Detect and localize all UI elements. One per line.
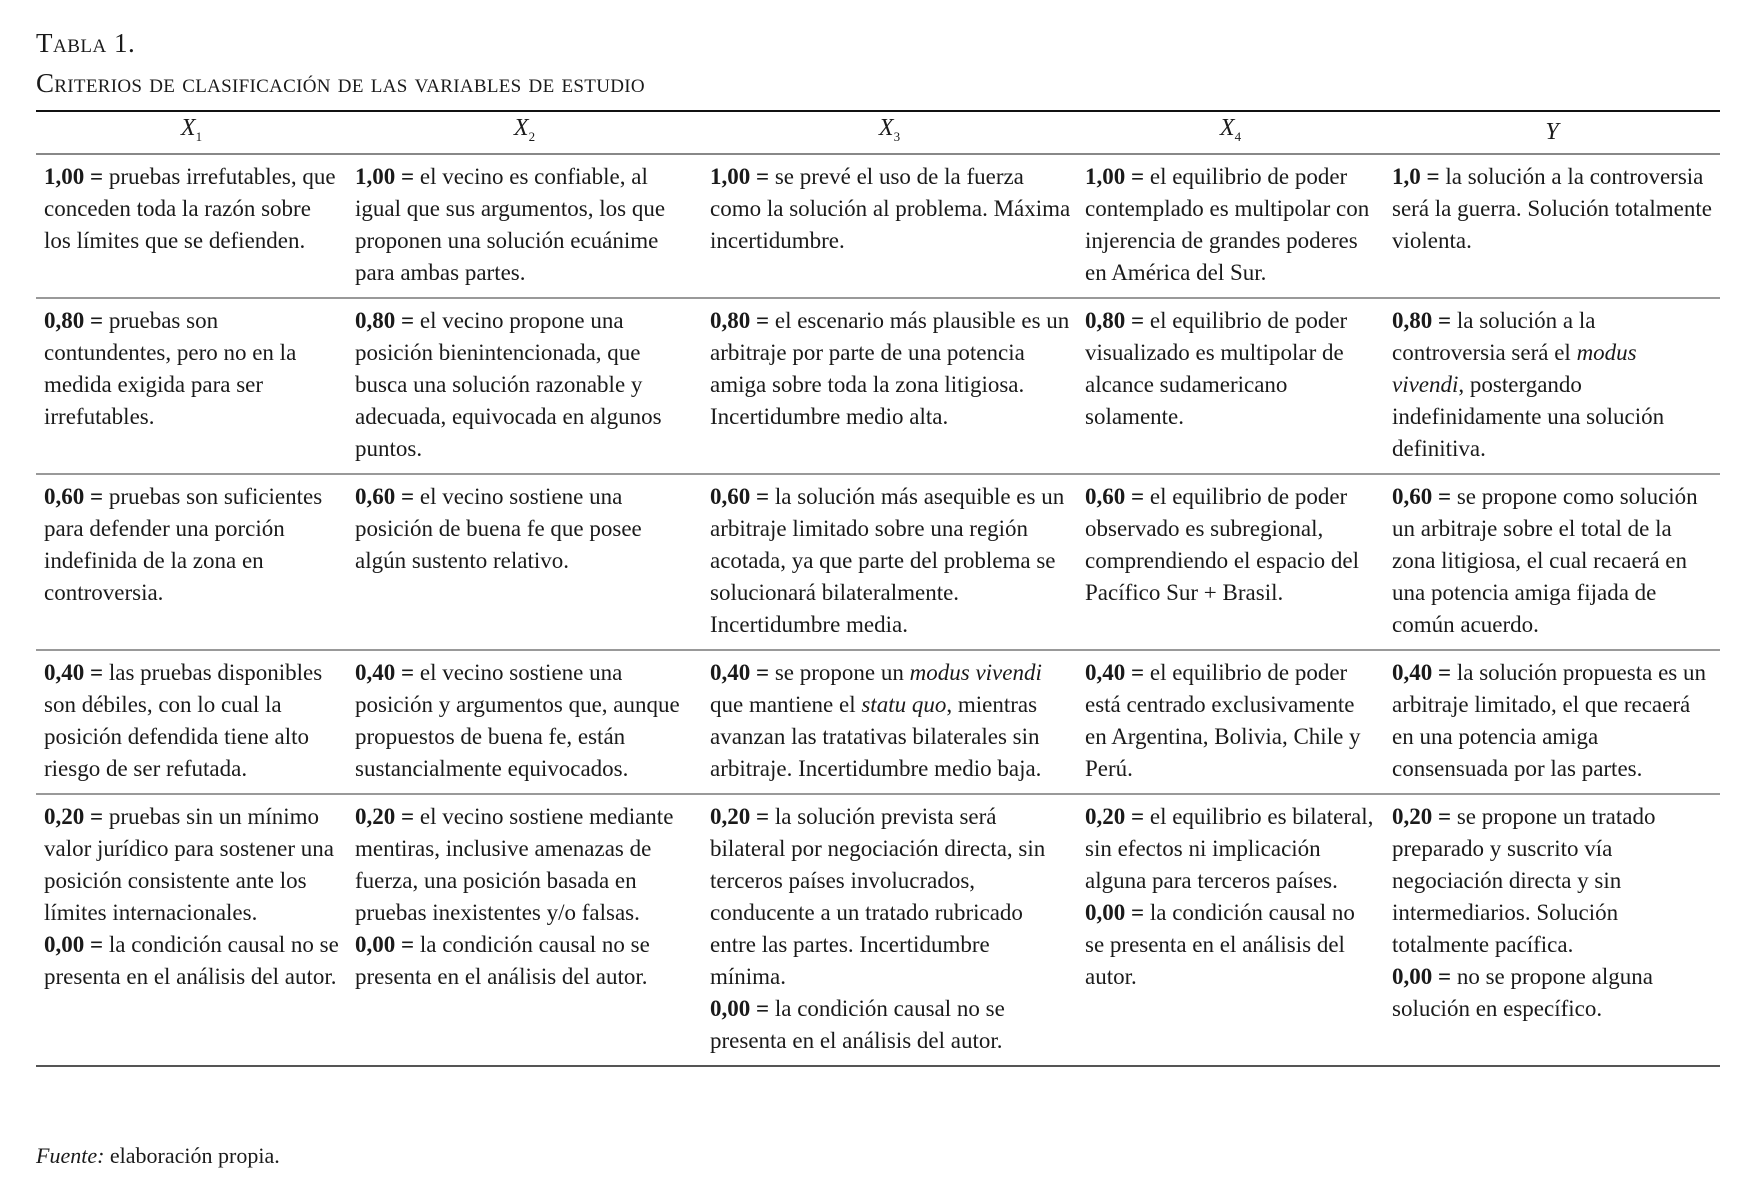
criterion-text: la condición causal no se presenta en el análisis del autor. [1085,899,1355,989]
column-header-y [1384,111,1720,154]
table-header [36,111,1720,154]
table-cell [1384,650,1720,794]
column-header-x4 [1077,111,1384,154]
table-body [36,154,1720,1066]
italic-term: modus vivendi [1392,339,1637,397]
criterion-text: el equilibrio es bilateral, sin efectos ni implicación alguna para terceros países. [1085,803,1374,893]
score-value: 0,40 = [355,659,415,685]
score-value: 1,00 = [44,163,104,189]
criterion-text: el vecino es confiable, al igual que sus argumentos, los que proponen una solución ecuánime para ambas partes. [355,163,666,285]
score-value: 0,80 = [355,307,415,333]
criterion-text: pruebas son contundentes, pero no en la medida exigida para ser irrefutables. [44,307,297,429]
table-caption-title: Criterios de clasificación de las variables de estudio [36,68,645,98]
table-cell [1077,474,1384,650]
table-cell [347,298,702,474]
criterion-text: la condición causal no se presenta en el análisis del autor. [710,995,1005,1053]
table-caption-label: Tabla 1. [36,28,136,58]
score-value: 0,80 = [1085,307,1145,333]
criterion-text: que mantiene el [710,691,862,717]
criterion-text: el vecino sostiene una posición y argumentos que, aunque propuestos de buena fe, están sustancialmente equivocados. [355,659,680,781]
criterion-entry [355,929,696,993]
table-cell [347,154,702,298]
criterion-entry [355,657,696,785]
criterion-entry [710,481,1071,641]
criterion-entry [1392,657,1714,785]
score-value: 0,20 = [1392,803,1452,829]
criterion-text: pruebas son suficientes para defender una porción indefinida de la zona en controversia. [44,483,323,605]
score-value: 0,20 = [710,803,770,829]
score-value: 0,20 = [355,803,415,829]
criterion-text: la solución más asequible es un arbitraje limitado sobre una región acotada, ya que parte del problema se solucionará bilateralmente. Incertidumbre media. [710,483,1065,637]
criterion-entry [1392,161,1714,257]
score-value: 0,00 = [1392,963,1452,989]
criterion-entry [44,929,341,993]
criterion-text: la condición causal no se presenta en el análisis del autor. [355,931,650,989]
criterion-entry [355,481,696,577]
score-value: 0,40 = [1085,659,1145,685]
table-cell [36,154,347,298]
score-value: 0,20 = [44,803,104,829]
column-header-x3 [702,111,1077,154]
score-value: 0,60 = [710,483,770,509]
table-cell [1077,794,1384,1066]
criterion-entry [710,657,1071,785]
criterion-entry [1085,897,1378,993]
criterion-entry [44,305,341,433]
score-value: 0,40 = [710,659,770,685]
italic-term: modus vivendi [909,659,1042,685]
table-cell [347,650,702,794]
header-row [36,111,1720,154]
column-header-x2 [347,111,702,154]
criterion-entry [1392,305,1714,465]
score-value: 0,00 = [355,931,415,957]
score-value: 0,80 = [44,307,104,333]
table-cell [1384,154,1720,298]
criterion-entry [355,161,696,289]
score-value: 0,00 = [710,995,770,1021]
criterion-entry [355,305,696,465]
variable-symbol: X [878,115,894,141]
criterion-entry [44,481,341,609]
table-cell [1077,154,1384,298]
variable-subscript: 3 [893,128,901,144]
criterion-entry [44,161,341,257]
score-value: 0,60 = [355,483,415,509]
criterion-entry [1392,481,1714,641]
table-row [36,298,1720,474]
table-cell [702,474,1077,650]
table-cell [1077,650,1384,794]
criterion-entry [1085,801,1378,897]
table-row [36,474,1720,650]
score-value: 1,00 = [1085,163,1145,189]
score-value: 1,00 = [355,163,415,189]
criterion-text: se propone como solución un arbitraje sobre el total de la zona litigiosa, el cual recaerá en una potencia amiga fijada de común acuerdo. [1392,483,1698,637]
source-label: Fuente: [36,1143,105,1168]
criterion-entry [44,657,341,785]
criterion-text: las pruebas disponibles son débiles, con lo cual la posición defendida tiene alto riesgo de ser refutada. [44,659,323,781]
criterion-text: el vecino propone una posición bienintencionada, que busca una solución razonable y adecuada, equivocada en algunos puntos. [355,307,662,461]
criterion-entry [710,801,1071,993]
variable-symbol: X [513,115,529,141]
score-value: 0,40 = [44,659,104,685]
variable-symbol: X [1219,115,1235,141]
score-value: 0,60 = [1392,483,1452,509]
score-value: 0,00 = [1085,899,1145,925]
criterion-entry [710,161,1071,257]
criterion-text: , mientras avanzan las tratativas bilaterales sin arbitraje. Incertidumbre medio baja. [710,691,1042,781]
criterion-entry [710,993,1071,1057]
criterion-text: la solución a la controversia será la guerra. Solución totalmente violenta. [1392,163,1712,253]
criterion-text: se prevé el uso de la fuerza como la solución al problema. Máxima incertidumbre. [710,163,1071,253]
score-value: 1,00 = [710,163,770,189]
variable-subscript: 4 [1234,128,1242,144]
criterion-text: la solución prevista será bilateral por negociación directa, sin terceros países involucrados, conducente a un tratado rubricado entre las partes. Incertidumbre mínima. [710,803,1046,989]
criterion-entry [1085,161,1378,289]
score-value: 0,40 = [1392,659,1452,685]
criterion-entry [1085,305,1378,433]
table-cell [702,154,1077,298]
score-value: 0,00 = [44,931,104,957]
table-row [36,794,1720,1066]
criterion-entry [355,801,696,929]
table-row [36,650,1720,794]
table-cell [347,794,702,1066]
table-cell [36,298,347,474]
source-text: elaboración propia. [104,1143,280,1168]
table-cell [36,650,347,794]
score-value: 1,0 = [1392,163,1440,189]
score-value: 0,60 = [44,483,104,509]
table-cell [702,650,1077,794]
table-cell [36,794,347,1066]
italic-term: statu quo [861,691,947,717]
table-source-note [36,1143,280,1169]
criterion-entry [710,305,1071,433]
score-value: 0,60 = [1085,483,1145,509]
criterion-text: el equilibrio de poder visualizado es multipolar de alcance sudamericano solamente. [1085,307,1348,429]
table-cell [1384,794,1720,1066]
criterion-text: la solución propuesta es un arbitraje limitado, el que recaerá en una potencia amiga consensuada por las partes. [1392,659,1706,781]
criterion-text: el equilibrio de poder está centrado exclusivamente en Argentina, Bolivia, Chile y Perú. [1085,659,1361,781]
criterion-text: se propone un tratado preparado y suscrito vía negociación directa y sin intermediarios. Solución totalmente pacífica. [1392,803,1656,957]
criterion-text: el vecino sostiene mediante mentiras, inclusive amenazas de fuerza, una posición basada en pruebas inexistentes y/o falsas. [355,803,674,925]
criterion-text: pruebas sin un mínimo valor jurídico para sostener una posición consistente ante los límites internacionales. [44,803,334,925]
table-cell [702,794,1077,1066]
criterion-text: pruebas irrefutables, que conceden toda la razón sobre los límites que se defienden. [44,163,336,253]
criterion-text: el vecino sostiene una posición de buena fe que posee algún sustento relativo. [355,483,642,573]
criterion-text: la condición causal no se presenta en el análisis del autor. [44,931,339,989]
criterion-text: , postergando indefinidamente una solución definitiva. [1392,371,1665,461]
criteria-table [36,110,1720,1067]
criterion-text: no se propone alguna solución en específico. [1392,963,1653,1021]
criterion-entry [1085,481,1378,609]
criterion-text: se propone un [769,659,910,685]
score-value: 0,80 = [710,307,770,333]
criterion-text: la solución a la controversia será el [1392,307,1596,365]
table-cell [1384,474,1720,650]
criterion-text: el equilibrio de poder contemplado es multipolar con injerencia de grandes poderes en América del Sur. [1085,163,1370,285]
variable-subscript: 2 [528,128,536,144]
table-cell [1384,298,1720,474]
criterion-text: el escenario más plausible es un arbitraje por parte de una potencia amiga sobre toda la zona litigiosa. Incertidumbre medio alta. [710,307,1070,429]
criterion-entry [1392,961,1714,1025]
criterion-entry [44,801,341,929]
variable-symbol: X [180,115,196,141]
table-cell [347,474,702,650]
table-cell [1077,298,1384,474]
table-row [36,154,1720,298]
criterion-text: el equilibrio de poder observado es subregional, comprendiendo el espacio del Pacífico Sur + Brasil. [1085,483,1359,605]
variable-symbol: Y [1545,119,1559,146]
criterion-entry [1392,801,1714,961]
criterion-entry [1085,657,1378,785]
table-cell [702,298,1077,474]
score-value: 0,20 = [1085,803,1145,829]
score-value: 0,80 = [1392,307,1452,333]
variable-subscript: 1 [195,128,203,144]
table-cell [36,474,347,650]
column-header-x1 [36,111,347,154]
